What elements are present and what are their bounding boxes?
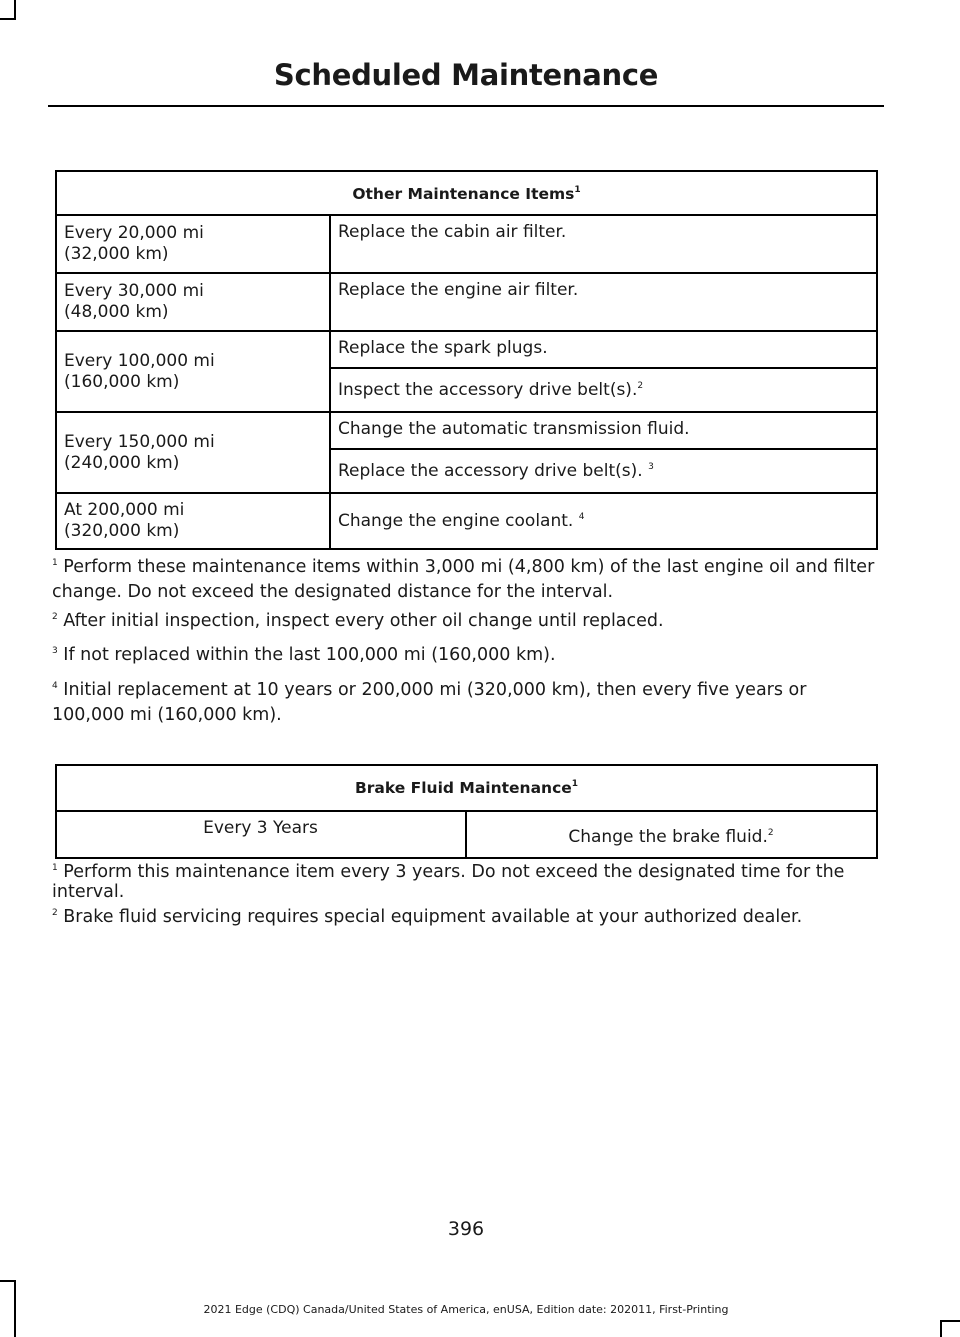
footnote-ref: 2 [767,828,774,838]
footnote-mark: 4 [52,681,58,691]
table-title [56,171,877,215]
interval-cell [56,412,330,493]
footnote [52,678,882,728]
footnote-ref: 1 [574,185,581,195]
crop-mark [0,1280,16,1282]
action-cell [466,811,877,858]
interval-cell [56,331,330,412]
interval-miles: Every 150,000 mi [64,431,215,452]
footnote-text: Initial replacement at 10 years or 200,000 mi (320,000 km), then every five years or 100,000 mi (160,000 km). [52,680,807,725]
action-cell [330,449,877,493]
action-text: Replace the cabin air filter. [338,222,567,242]
action-cell [330,412,877,449]
action-text: Change the automatic transmission fluid. [338,419,690,439]
brake-fluid-table [55,764,878,859]
footnote [52,643,882,668]
action-cell [330,331,877,368]
footnote-text: Perform these maintenance items within 3,000 mi (4,800 km) of the last engine oil and filter change. Do not exceed the designated distance for the interval. [52,557,875,602]
interval-km: (320,000 km) [64,521,180,541]
crop-mark [0,18,16,20]
action-cell [330,273,877,331]
action-text: Replace the engine air filter. [338,280,579,300]
interval-km: (32,000 km) [64,244,169,264]
table-row [56,811,877,858]
footnote-mark: 2 [52,908,58,918]
footnote-mark: 3 [52,646,58,656]
title-divider [48,105,884,107]
action-text: Change the brake fluid. [568,827,768,847]
interval-miles: At 200,000 mi [64,500,185,520]
table-title [56,765,877,811]
action-text: Replace the accessory drive belt(s). [338,461,649,481]
action-cell [330,493,877,549]
interval-cell [56,215,330,273]
edition-info: 2021 Edge (CDQ) Canada/United States of America, enUSA, Edition date: 202011, First-Printing [203,1303,729,1316]
footnote-text: After initial inspection, inspect every other oil change until replaced. [57,611,664,631]
action-cell [330,215,877,273]
footnote [52,609,882,634]
interval-miles: Every 20,000 mi [64,223,204,243]
footnote [52,555,882,605]
interval-miles: Every 100,000 mi [64,350,215,371]
page-number: 396 [447,1218,485,1240]
table-title-text: Other Maintenance Items [352,185,575,203]
page-title: Scheduled Maintenance [273,58,659,92]
interval-km: (48,000 km) [64,302,169,322]
footnote-mark: 1 [52,558,58,568]
crop-mark [940,1320,960,1322]
action-text: Change the engine coolant. [338,510,579,531]
interval-miles: Every 30,000 mi [64,281,204,301]
table-row [56,412,877,449]
interval-km: (160,000 km) [64,371,180,392]
footnote-ref: 2 [637,381,644,391]
footnote-text: Brake fluid servicing requires special equipment available at your authorized dealer. [57,907,803,927]
footnote-mark: 1 [52,863,58,873]
footnote-ref: 1 [571,779,579,789]
interval-cell [56,811,466,858]
table-row [56,331,877,368]
table-row [56,215,877,273]
interval-cell [56,273,330,331]
interval-text: Every 3 Years [203,818,318,838]
footnote-text: If not replaced within the last 100,000 mi (160,000 km). [57,645,556,665]
footnote [52,907,882,927]
footnote [52,862,882,902]
interval-km: (240,000 km) [64,452,180,473]
action-text: Inspect the accessory drive belt(s). [338,380,638,400]
action-cell [330,368,877,412]
interval-cell [56,493,330,549]
footnote-mark: 2 [52,612,58,622]
table-title-text: Brake Fluid Maintenance [354,779,572,797]
table-row [56,273,877,331]
table-row [56,493,877,549]
other-maintenance-table [55,170,878,550]
crop-mark [940,1320,942,1337]
crop-mark [14,0,16,20]
footnote-text: Perform this maintenance item every 3 years. Do not exceed the designated time for the interval. [52,862,845,902]
action-text: Replace the spark plugs. [338,338,548,358]
footnote-ref: 4 [578,511,585,522]
footnote-ref: 3 [648,462,654,472]
